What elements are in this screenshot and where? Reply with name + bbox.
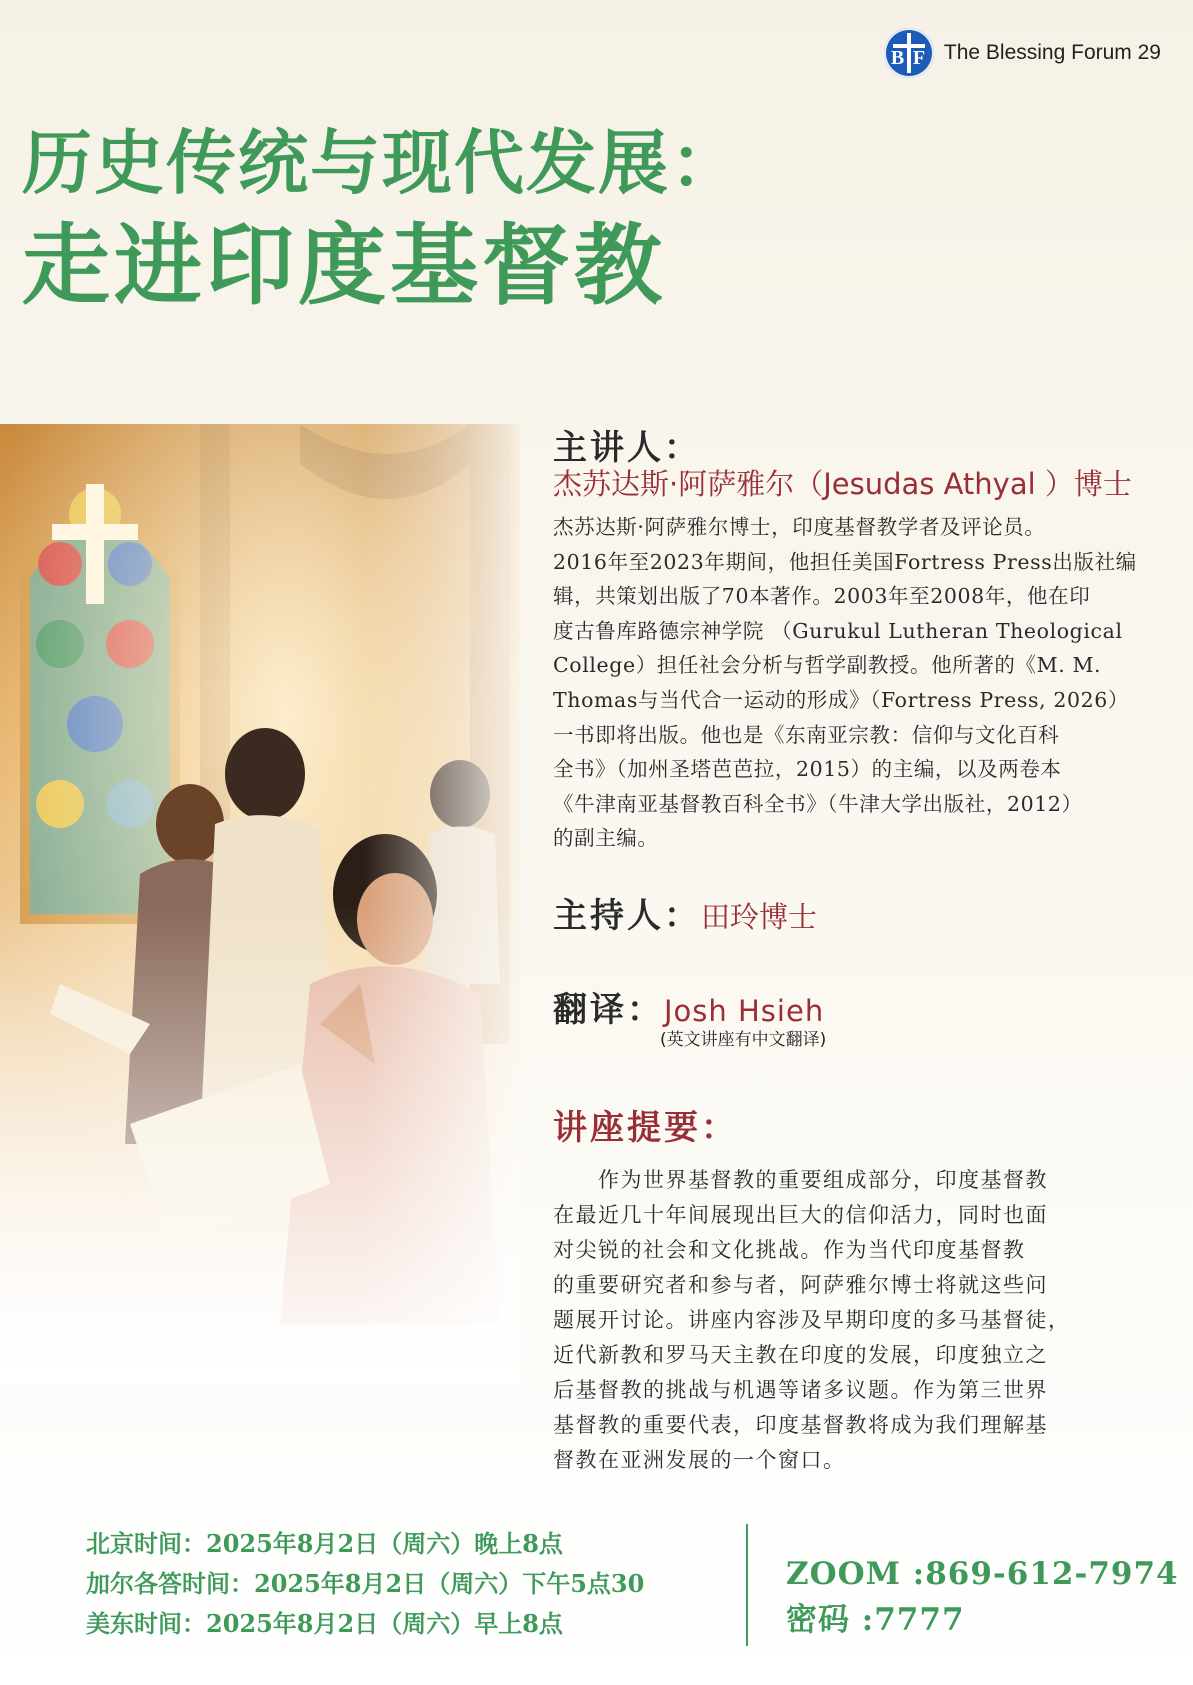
bio-line: 辑，共策划出版了70本著作。2003年至2008年，他在印 [553,584,1091,609]
host-row [553,888,817,937]
summary-line: 对尖锐的社会和文化挑战。作为当代印度基督教 [553,1238,1026,1262]
logo-letter-b: B [890,47,905,69]
translation-note: (英文讲座有中文翻译) [660,1030,827,1050]
bio-line: 杰苏达斯·阿萨雅尔博士，印度基督教学者及评论员。 [553,515,1046,539]
zoom-id: ZOOM :869-612-7974 [786,1556,1179,1592]
translator-label: 翻译： [553,990,664,1030]
us-east-time: 美东时间：2025年8月2日（周六）早上8点 [86,1609,563,1638]
zoom-info [786,1551,1179,1643]
lecture-summary [553,1163,1153,1478]
bio-line: 全书》（加州圣塔芭芭拉，2015）的主编，以及两卷本 [553,757,1062,782]
bf-cross-logo-icon [884,28,934,78]
praying-congregation-image [0,424,520,1384]
bio-line: 2016年至2023年期间，他担任美国Fortress Press出版社编 [553,549,1137,574]
translator-name: Josh Hsieh [664,994,825,1028]
title-line-2: 走进印度基督教 [22,214,667,317]
summary-label: 讲座提要： [553,1108,738,1148]
summary-line: 作为世界基督教的重要组成部分，印度基督教 [553,1168,1048,1192]
translator-row [553,982,824,1031]
summary-line: 在最近几十年间展现出巨大的信仰活力，同时也面 [553,1203,1048,1227]
bio-line: 的副主编。 [553,826,659,851]
kolkata-time: 加尔各答时间：2025年8月2日（周六）下午5点30 [86,1569,645,1598]
summary-line: 基督教的重要代表，印度基督教将成为我们理解基 [553,1413,1048,1437]
host-label: 主持人： [553,896,701,936]
zoom-password: 密码 :7777 [786,1602,965,1638]
bio-line: 一书即将出版。他也是《东南亚宗教：信仰与文化百科 [553,722,1060,747]
beijing-time: 北京时间：2025年8月2日（周六）晚上8点 [86,1529,563,1558]
summary-line: 题展开讨论。讲座内容涉及早期印度的多马基督徒， [553,1308,1071,1332]
logo-letter-f: F [912,47,926,69]
title-line-1: 历史传统与现代发展： [22,122,742,204]
schedule-times [86,1524,644,1644]
forum-logo [884,28,1161,78]
bio-line: 度古鲁库路德宗神学院 （Gurukul Lutheran Theological [553,618,1123,643]
summary-line: 的重要研究者和参与者，阿萨雅尔博士将就这些问 [553,1273,1048,1297]
forum-name: The Blessing Forum 29 [943,41,1161,64]
bio-line: 《牛津南亚基督教百科全书》（牛津大学出版社，2012） [553,791,1083,816]
host-name: 田玲博士 [701,900,818,934]
speaker-label: 主讲人： [553,428,701,468]
schedule-divider [746,1524,748,1646]
summary-line: 督教在亚洲发展的一个窗口。 [553,1448,846,1472]
summary-line: 近代新教和罗马天主教在印度的发展，印度独立之 [553,1343,1048,1367]
speaker-name: 杰苏达斯·阿萨雅尔（Jesudas Athyal ）博士 [553,467,1132,501]
bio-line: College）担任社会分析与哲学副教授。他所著的《M. M. [553,653,1102,678]
speaker-bio [553,510,1138,856]
bio-line: Thomas与当代合一运动的形成》（Fortress Press, 2026） [553,687,1129,712]
summary-line: 后基督教的挑战与机遇等诸多议题。作为第三世界 [553,1378,1048,1402]
